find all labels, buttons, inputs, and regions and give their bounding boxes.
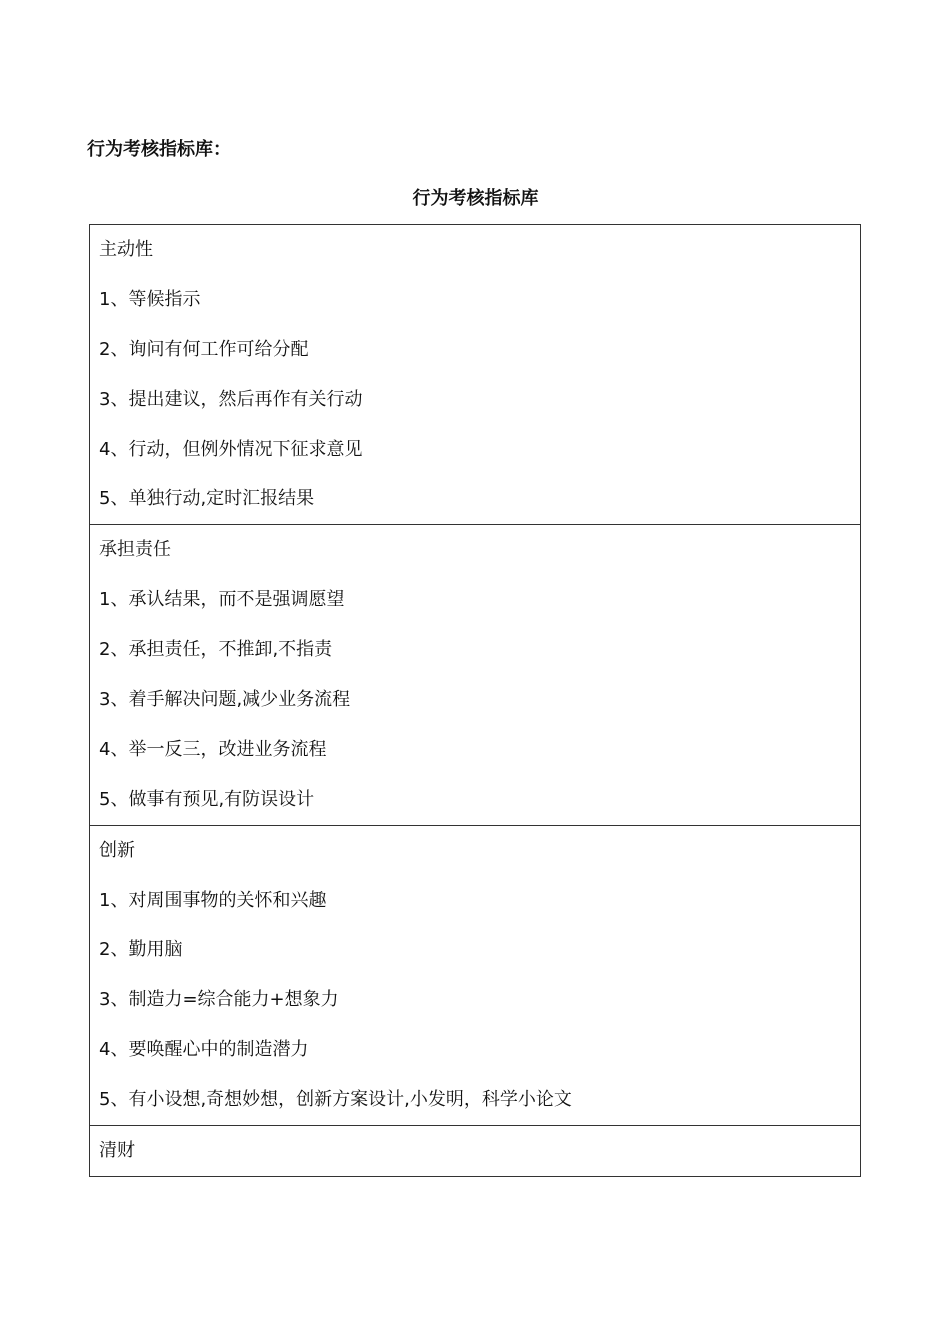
list-item: 5、单独行动,定时汇报结果 [99,488,315,510]
list-item: 3、着手解决问题,减少业务流程 [99,689,351,711]
list-item: 3、制造力=综合能力+想象力 [99,989,339,1011]
list-item: 1、对周围事物的关怀和兴趣 [99,889,327,911]
section-title: 主动性 [99,239,153,260]
list-item: 2、询问有何工作可给分配 [99,338,309,360]
list-item: 1、等候指示 [99,288,201,310]
list-item: 2、承担责任，不推卸,不指责 [99,639,333,661]
table-title: 行为考核指标库 [412,188,539,209]
section-title: 创新 [99,839,135,861]
section-innovation [90,825,860,1125]
section-title: 清财 [99,1140,135,1162]
list-item: 4、要唤醒心中的制造潜力 [99,1039,309,1061]
list-item: 4、举一反三，改进业务流程 [99,738,327,760]
section-title: 承担责任 [99,539,171,561]
list-item: 2、勤用脑 [99,939,183,961]
list-item: 4、行动，但例外情况下征求意见 [99,438,363,460]
section-finance [90,1125,860,1176]
document-heading: 行为考核指标库： [87,139,231,160]
list-item: 1、承认结果，而不是强调愿望 [99,589,345,611]
list-item: 5、有小设想,奇想妙想，创新方案设计,小发明，科学小论文 [99,1089,572,1111]
section-initiative [90,225,860,524]
list-item: 5、做事有预见,有防误设计 [99,788,315,810]
section-responsibility [90,524,860,824]
indicator-table [89,224,861,1177]
list-item: 3、提出建议，然后再作有关行动 [99,388,363,410]
